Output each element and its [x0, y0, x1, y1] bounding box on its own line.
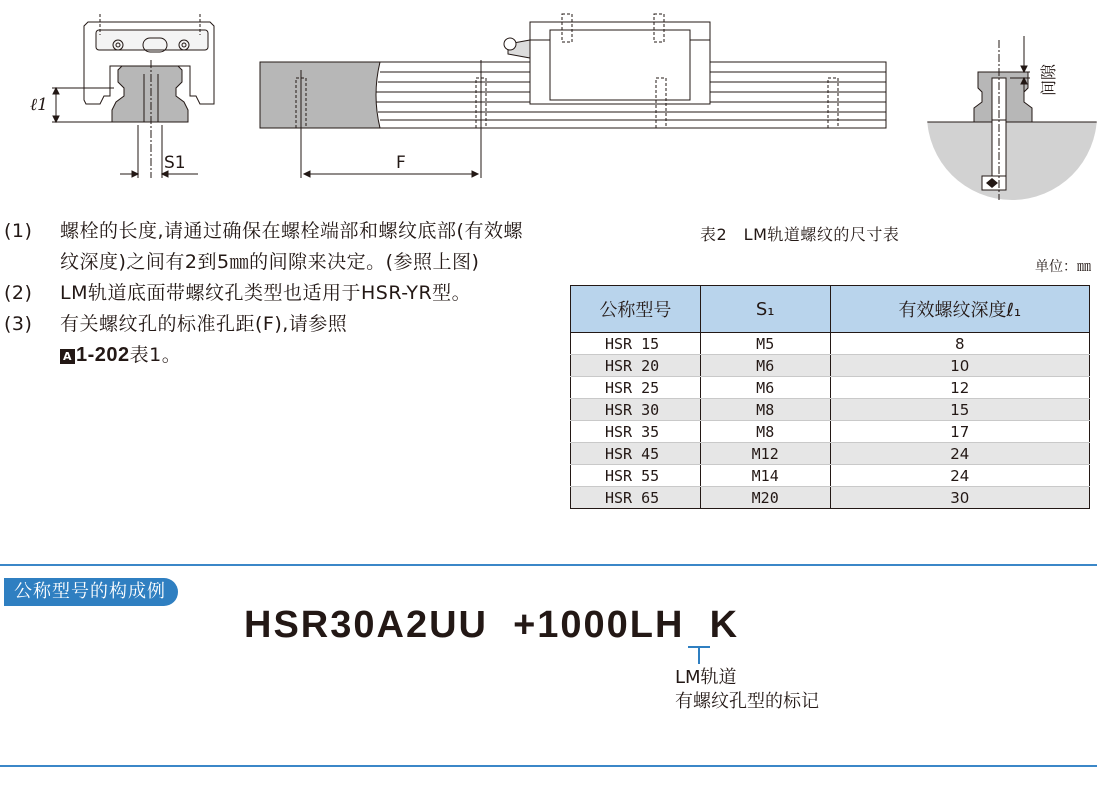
table-row: HSR 35 M8 17 [571, 421, 1090, 443]
table-caption: 表2 LM轨道螺纹的尺寸表 [700, 225, 900, 244]
annotation-bracket [684, 644, 714, 666]
table-row: HSR 15 M5 8 [571, 333, 1090, 355]
annotation-line-2: 有螺纹孔型的标记 [675, 691, 819, 712]
col-header-s1: S₁ [700, 286, 830, 333]
section-divider-bottom [0, 765, 1097, 767]
table-row: HSR 45 M12 24 [571, 443, 1090, 465]
gap-label: 间隙 [1039, 63, 1058, 96]
table-row: HSR 65 M20 30 [571, 487, 1090, 509]
f-label: F [396, 153, 406, 173]
page-ref-icon: A [60, 349, 75, 364]
annotation-line-1: LM轨道 [675, 667, 737, 688]
note-1: (1) 螺栓的长度,请通过确保在螺栓端部和螺纹底部(有效螺纹深度)之间有2到5㎜的间隙来决定。(参照上图) [4, 220, 523, 273]
section-title-badge: 公称型号的构成例 [4, 578, 178, 606]
table-row: HSR 55 M14 24 [571, 465, 1090, 487]
model-number-example: HSR30A2UU +1000LH K [244, 604, 740, 646]
note-3: (3) 有关螺纹孔的标准孔距(F),请参照 A 1-202表1。 [4, 313, 348, 366]
table-unit: 单位：㎜ [1035, 259, 1091, 275]
bolt-gap-detail-drawing [920, 0, 1097, 200]
note-2: (2) LM轨道底面带螺纹孔类型也适用于HSR-YR型。 [4, 282, 472, 304]
s1-label: S1 [164, 153, 186, 173]
notes-list [4, 216, 534, 371]
table-row: HSR 25 M6 12 [571, 377, 1090, 399]
col-header-depth: 有效螺纹深度ℓ₁ [830, 286, 1089, 333]
model-annotation [675, 666, 819, 714]
col-header-model: 公称型号 [571, 286, 701, 333]
section-divider-top [0, 564, 1097, 566]
page-ref-link[interactable]: 1-202 [76, 344, 130, 366]
table-row: HSR 30 M8 15 [571, 399, 1090, 421]
l1-label: ℓ1 [30, 95, 48, 115]
rail-cross-section-drawing [0, 0, 240, 190]
table-row: HSR 20 M6 10 [571, 355, 1090, 377]
rail-side-view-drawing [250, 0, 900, 190]
thread-dimension-table [570, 285, 1090, 509]
